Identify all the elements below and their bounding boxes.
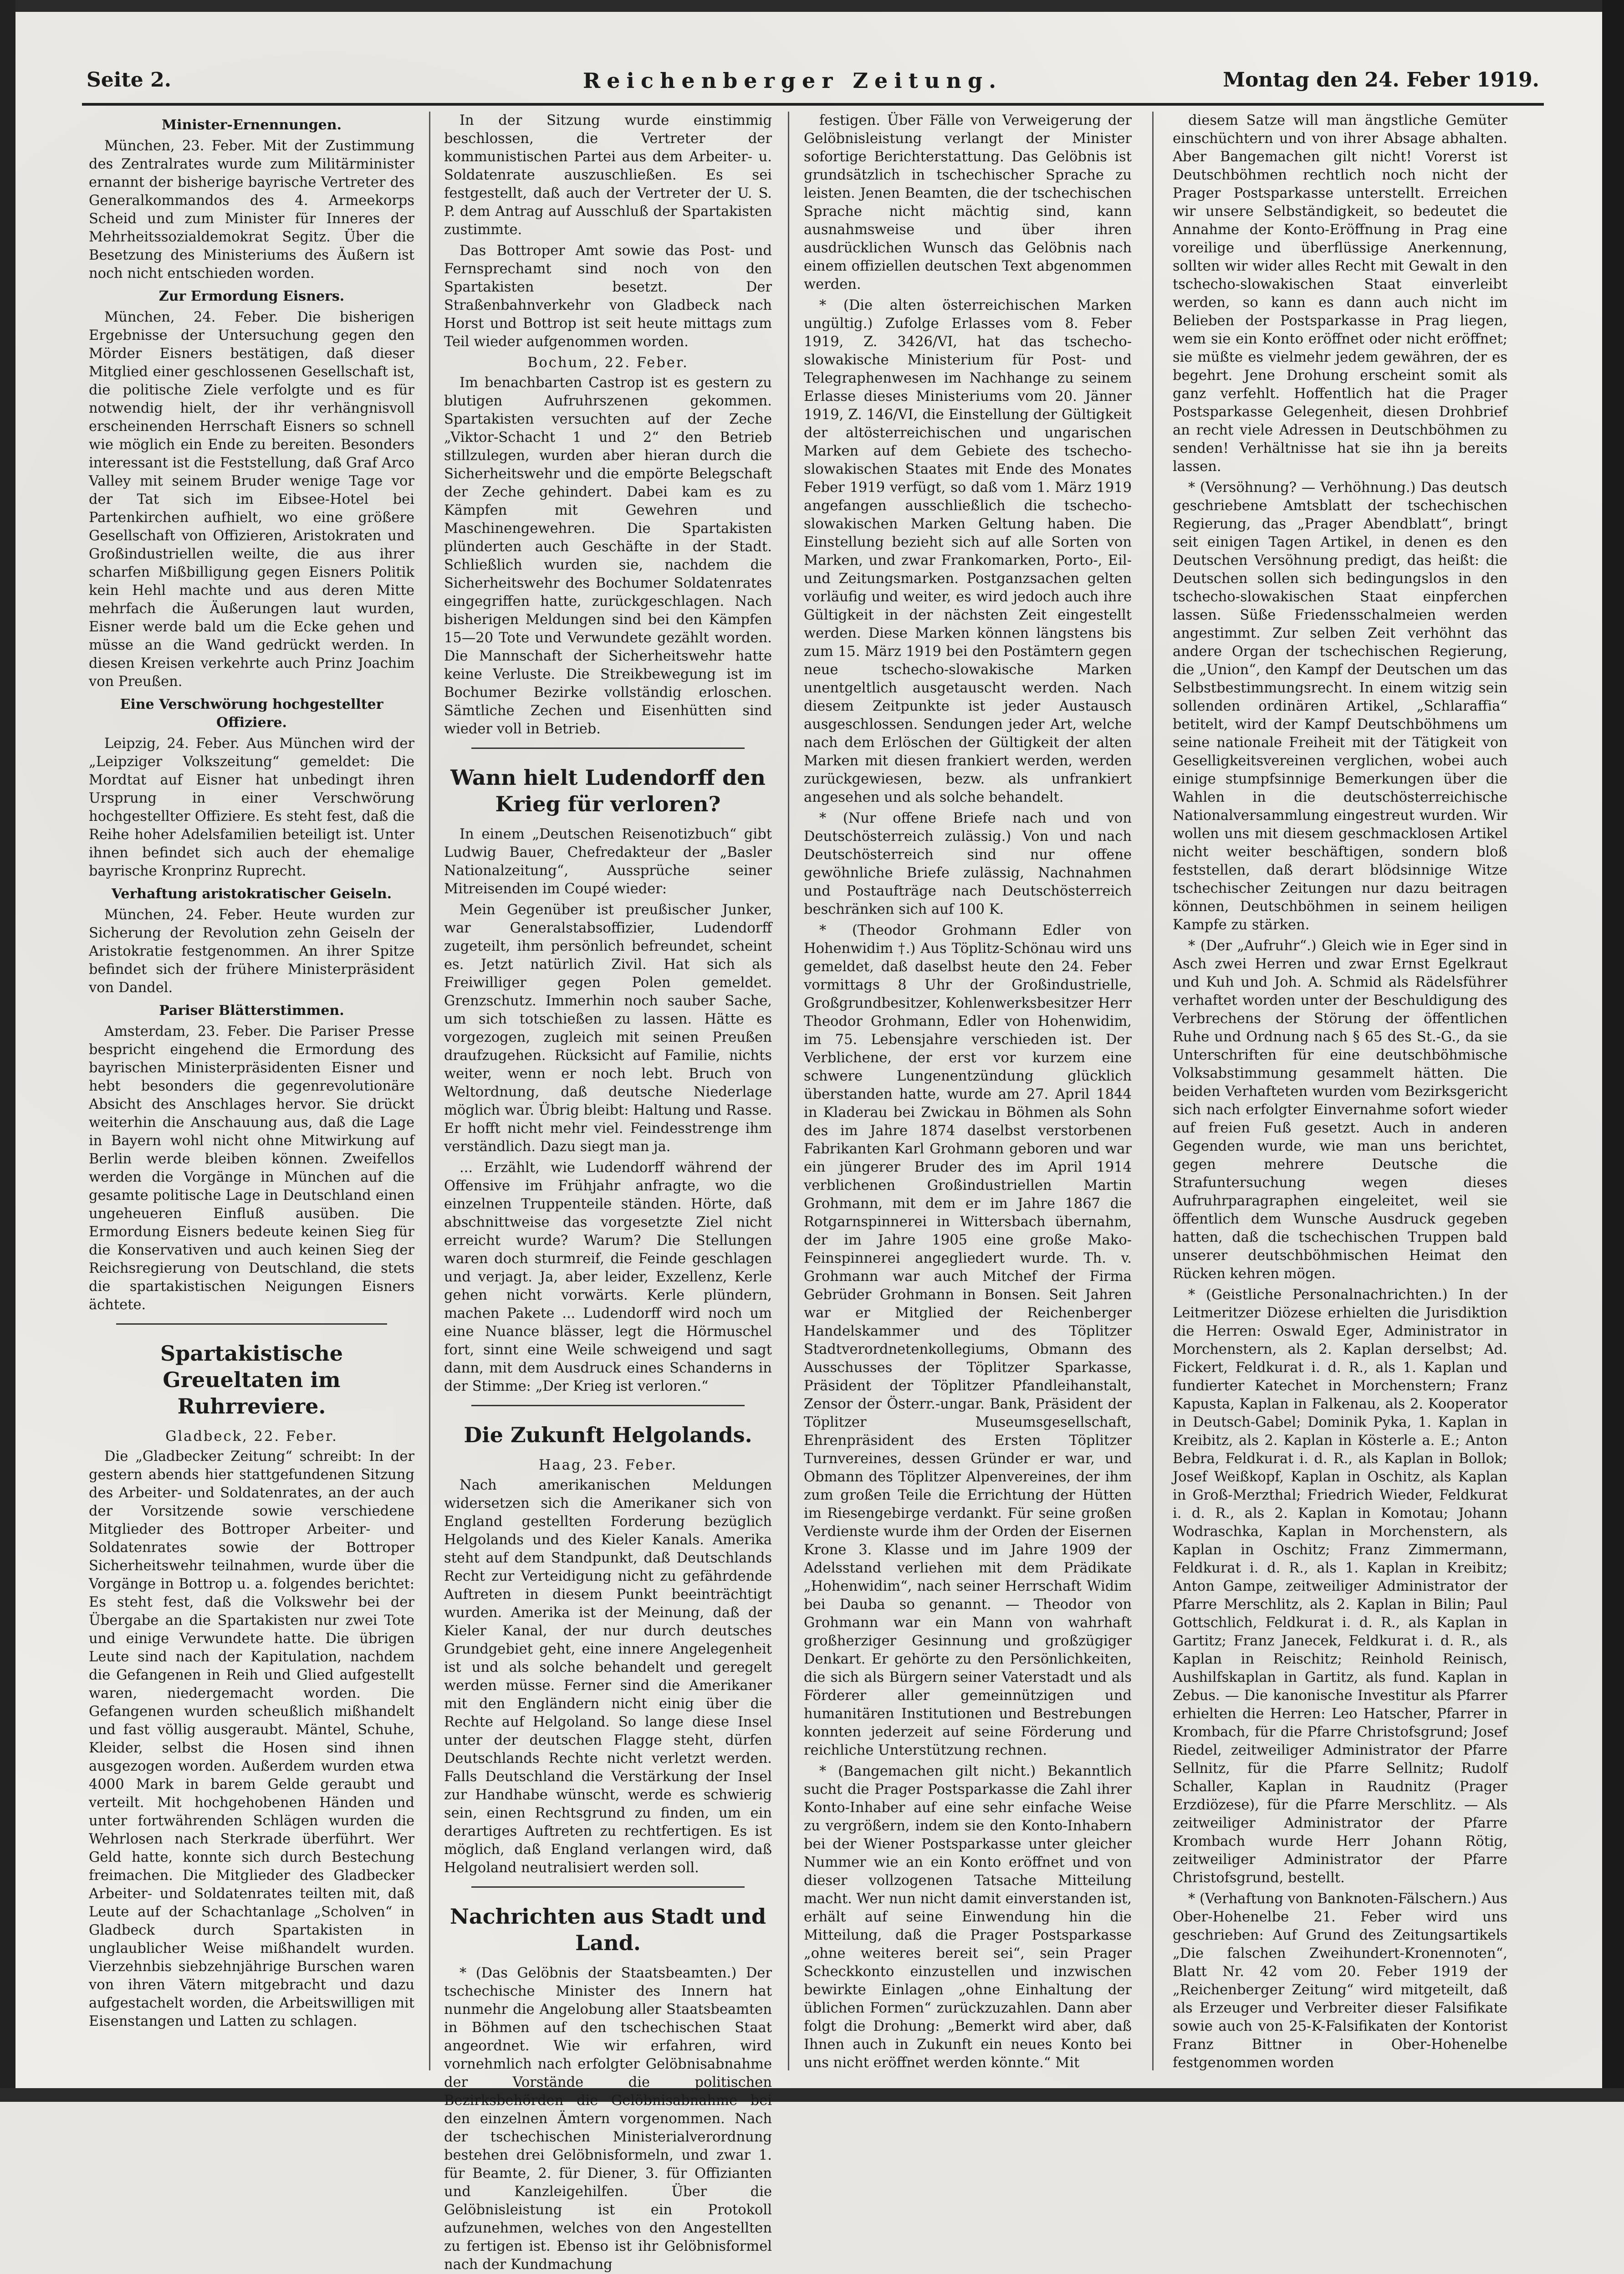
article-text: Amsterdam, 23. Feber. Die Pariser Presse bespricht eingehend die Ermordung des bayrischen Ministerpräsidenten Eisner und hebt besonders die gegenrevolutionäre Absicht des Anschlages hervor. Sie drückt weiterhin die Anschauung aus, daß die Lage in Bayern wohl nicht ohne Mitwirkung auf Berlin werde bleiben können. Zweifellos werden die Vorgänge in München auf die gesamte politische Lage in Deutschland einen ungeheueren Einfluß ausüben. Die Ermordung Eisners bedeute keinen Sieg für die Konservativen und auch keinen Sieg der Reichsregierung von Deutschland, die stets die spartakistischen Neigungen Eisners ächtete. [89, 1024, 414, 1313]
section-rule [471, 1886, 745, 1888]
article-text: * (Versöhnung? — Verhöhnung.) Das deutsch geschriebene Amtsblatt der tschechischen Regierung, das „Prager Abendblatt“, bringt seit einigen Tagen Artikel, in denen es den Deutschen Versöhnung predigt, das heißt: die Deutschen sollen sich bedingungslos in den tschecho-slowakischen Staat einpferchen lassen. Süße Friedensschalmeien werden angestimmt. Zur selben Zeit verhöhnt das andere Organ der tschechischen Regierung, die „Union“, den Kampf der Deutschen um das Selbstbestimmungsrecht. In einem witzig sein sollenden ordinären Artikel, „Schlaraffia“ betitelt, wird der Kampf Deutschböhmens um seine nationale Freiheit mit der Tätigkeit von Geselligkeitsvereinen verglichen, wobei auch einige stumpfsinnige Bemerkungen über die Wahlen in die deutschösterreichische Nationalversammlung eingestreut wurden. Wir wollen uns mit diesem geschmacklosen Artikel nicht weiter beschäftigen, sondern bloß feststellen, daß derart blödsinnige Witze tschechischer Zeitungen nur dazu beitragen können, Deutschböhmen in seinem heiligen Kampfe zu stärken. [1173, 480, 1507, 933]
column-1 [89, 112, 414, 2075]
column-4 [1173, 112, 1507, 2075]
article-heading: Eine Verschwörung hochgestellter Offiziere. [120, 697, 383, 731]
newspaper-title: Reichenberger Zeitung. [583, 68, 1003, 93]
page-number: Seite 2. [87, 68, 172, 92]
article-text: * (Verhaftung von Banknoten-Fälschern.) Aus Ober-Hohenelbe 21. Feber wird uns geschrieben: Auf Grund des Zeitungsartikels „Die falschen Zweihundert-Kronennoten“, Blatt Nr. 42 vom 20. Feber 1919 der „Reichenberger Zeitung“ wird mitgeteilt, daß als Erzeuger und Verbreiter dieser Falsifikate sowie auch von 25-K-Falsifikaten der Kontorist Franz Bittner in Ober-Hohenelbe festgenommen worden [1173, 1891, 1507, 2071]
scan-border-right [1602, 0, 1624, 2102]
article-text: * (Bangemachen gilt nicht.) Bekanntlich sucht die Prager Postsparkasse die Zahl ihrer Konto-Inhaber auf eine sehr einfache Weise zu vergrößern, indem sie den Konto-Inhabern bei der Wiener Postsparkasse unter gleicher Nummer wie an ein Konto eröffnet und von dieser vollzogenen Tatsache Mitteilung macht. Wer nun nicht damit einverstanden ist, erhält auf seine Einwendung hin die Mitteilung, daß die Prager Postsparkasse „ohne weiteres bereit sei“, sein Prager Scheckkonto einzustellen und inzwischen bewirkte Einlagen „ohne Einhaltung der üblichen Formen“ zurückzuzahlen. Dann aber folgt die Drohung: „Bemerkt wird aber, daß Ihnen auch in Zukunft ein neues Konto bei uns nicht eröffnet werden könnte.“ Mit [804, 1763, 1132, 2071]
article-text: Die „Gladbecker Zeitung“ schreibt: In der gestern abends hier stattgefundenen Sitzung des Arbeiter- und Soldatenrates, an der auch der Vorsitzende sowie verschiedene Mitglieder des Bottroper Arbeiter- und Soldatenrates sowie der Bottroper Sicherheitswehr teilnahmen, wurde über die Vorgänge in Bottrop u. a. folgendes berichtet: Es steht fest, daß die Volkswehr bei der Übergabe an die Spartakisten nur zwei Tote und einige Verwundete hatte. Die übrigen Leute sind nach der Kapitulation, nachdem die Gefangenen in Reih und Glied aufgestellt waren, niedergemacht worden. Die Gefangenen wurden scheußlich mißhandelt und fast völlig ausgeraubt. Mäntel, Schuhe, Kleider, selbst die Hosen sind ihnen ausgezogen worden. Außerdem wurden etwa 4000 Mark in barem Gelde geraubt und verteilt. Mit hochgehobenen Händen und unter fortwährenden Schlägen wurden die Wehrlosen nach Sterkrade überführt. Wer Geld hatte, konnte sich durch Bestechung freimachen. Die Mitglieder des Gladbecker Arbeiter- und Soldatenrates teilten mit, daß Leute auf der Schachtanlage „Scholven“ in Gladbeck durch Spartakisten in unglaublicher Weise mißhandelt wurden. Vierzehnbis siebzehnjährige Burschen waren von ihren Vätern mitgebracht und dazu aufgestachelt worden, die Arbeitswilligen mit Eisenstangen und Latten zu schlagen. [89, 1449, 414, 2029]
article-text: Leipzig, 24. Feber. Aus München wird der „Leipziger Volkszeitung“ gemeldet: Die Mordtat auf Eisner hat unbedingt ihren Ursprung in einer Verschwörung hochgestellter Offiziere. Es steht fest, daß die Reihe hoher Adelsfamilien beteiligt ist. Unter ihnen befindet sich auch der ehemalige bayrische Kronprinz Ruprecht. [89, 736, 414, 879]
article-heading: Verhaftung aristokratischer Geiseln. [111, 886, 392, 902]
dateline: Gladbeck, 22. Feber. [165, 1429, 338, 1444]
issue-date: Montag den 24. Feber 1919. [1223, 68, 1539, 92]
article-text: ... Erzählt, wie Ludendorff während der Offensive im Frühjahr anfragte, wo die einzelnen Truppenteile ständen. Hörte, daß abschnittweise das vorgesetzte Ziel nicht erreicht wurde? Warum? Die Stellungen waren doch sturmreif, die Feinde geschlagen und verjagt. Ja, aber leider, Exzellenz, Kerle gehen nicht vorwärts. Kerle plündern, machen Pakete ... Ludendorff wird noch um eine Nuance blässer, legt die Hörmuschel fort, sinnt eine Weile schweigend und sagt dann, mit dem Ausdruck eines Schanderns in der Stimme: „Der Krieg ist verloren.“ [444, 1160, 772, 1394]
article-text: * (Nur offene Briefe nach und von Deutschösterreich zulässig.) Von und nach Deutschösterreich sind nur offene gewöhnliche Briefe zulässig, Nachnahmen und Postaufträge nach Deutschösterreich beschränken sich auf 100 K. [804, 810, 1132, 917]
article-text: Nach amerikanischen Meldungen widersetzen sich die Amerikaner sich von England gestellten Forderung bezüglich Helgolands und des Kieler Kanals. Amerika steht auf dem Standpunkt, daß Deutschlands Recht zur Verteidigung nicht zu gefährdende Auftreten in diesem Punkt beeinträchtigt wurden. Amerika ist der Meinung, daß der Kieler Kanal, der nur durch deutsches Grundgebiet geht, eine innere Angelegenheit ist und als solche behandelt und geregelt werden müsse. Ferner sind die Amerikaner mit den Engländern nicht einig über die Rechte auf Helgoland. So lange diese Insel unter der deutschen Flagge steht, dürfen Deutschlands Rechte nicht verletzt werden. Falls Deutschland die Verstärkung der Insel zur Handhabe wünscht, werde es schwierig sein, einen Rechtsgrund zu finden, um ein derartiges Auftreten zu rechtfertigen. Es ist möglich, daß England verlangen wird, daß Helgoland neutralisiert werden soll. [444, 1477, 772, 1876]
article-heading: Minister-Ernennungen. [161, 117, 342, 133]
section-rule [471, 1405, 745, 1406]
header-rule [82, 103, 1544, 106]
article-text: In der Sitzung wurde einstimmig beschlossen, die Vertreter der kommunistischen Partei aus dem Arbeiter- u. Soldatenrate auszuschließen. Es sei festgestellt, daß auch der Vertreter der U. S. P. dem Antrag auf Ausschluß der Spartakisten zustimmte. [444, 113, 772, 238]
article-text: Im benachbarten Castrop ist es gestern zu blutigen Aufruhrszenen gekommen. Spartakisten versuchten auf der Zeche „Viktor-Schacht 1 und 2“ den Betrieb stillzulegen, wurden aber hieran durch die Sicherheitswehr und die empörte Belegschaft der Zeche gehindert. Dabei kam es zu Kämpfen mit Gewehren und Maschinengewehren. Die Spartakisten plünderten auch Geschäfte in der Stadt. Schließlich wurden sie, nachdem die Sicherheitswehr des Bochumer Soldatenrates eingegriffen hatte, zurückgeschlagen. Nach bisherigen Meldungen sind bei den Kämpfen 15—20 Tote und Verwundete gezählt worden. Die Mannschaft der Sicherheitswehr hatte keine Verluste. Die Streikbewegung ist im Bochumer Bezirke vollständig erloschen. Sämtliche Zechen und Eisenhütten sind wieder voll in Betrieb. [444, 375, 772, 737]
column-divider [429, 112, 430, 2070]
column-divider [788, 112, 789, 2070]
section-headline: Nachrichten aus Stadt und Land. [449, 1904, 766, 1955]
article-text: * (Die alten österreichischen Marken ungültig.) Zufolge Erlasses vom 8. Feber 1919, Z. 3426/VI, hat das tschecho-slowakische Ministerium für Post- und Telegraphenwesen im Nachhange zu seinem Erlasse dieses Ministeriums vom 20. Jänner 1919, Z. 146/VI, die Einstellung der Gültigkeit der altösterreichischen und ungarischen Marken auf dem Gebiete des tschecho-slowakischen Staates mit Ende des Monates Feber 1919 verfügt, so daß vom 1. März 1919 angefangen ausschließlich die tschecho-slowakischen Marken Geltung haben. Die Einstellung bezieht sich auf alle Sorten von Marken, und zwar Frankomarken, Porto-, Eil- und Zeitungsmarken. Postganzsachen gelten vorläufig und weiter, es wird jedoch auch ihre Gültigkeit in der nächsten Zeit eingestellt werden. Diese Marken können längstens bis zum 15. März 1919 bei den Postämtern gegen neue tschecho-slowakische Marken unentgeltlich ausgetauscht werden. Nach diesem Zeitpunkte ist jeder Austausch ausgeschlossen. Sendungen jeder Art, welche nach dem Erlöschen der Gültigkeit der alten Marken mit diesen frankiert werden, werden zurückgewiesen, bezw. als unfrankiert angesehen und als solche behandelt. [804, 297, 1132, 805]
page-header [87, 68, 1539, 100]
scan-border-top [0, 0, 1624, 12]
article-text: In einem „Deutschen Reisenotizbuch“ gibt Ludwig Bauer, Chefredakteur der „Basler Nationalzeitung“, Aussprüche seiner Mitreisenden im Coupé wieder: [444, 826, 772, 897]
article-text: München, 24. Feber. Heute wurden zur Sicherung der Revolution zehn Geiseln der Aristokratie festgenommen. An ihrer Spitze befindet sich der frühere Ministerpräsident von Dandel. [89, 907, 414, 996]
article-text: München, 24. Feber. Die bisherigen Ergebnisse der Untersuchung gegen den Mörder Eisners bestätigen, daß dieser Mitglied einer geschlossenen Gesellschaft ist, die politische Ziele verfolgte und es für notwendig hielt, der ihr verhängnisvoll erscheinenden Herrschaft Eisners so schnell wie möglich ein Ende zu bereiten. Besonders interessant ist die Feststellung, daß Graf Arco Valley mit seinem Bruder wenige Tage vor der Tat sich im Eibsee-Hotel bei Partenkirchen aufhielt, wo eine größere Gesellschaft von Offizieren, Aristokraten und Großindustriellen weilte, die aus ihrer scharfen Mißbilligung gegen Eisners Politik kein Hehl machte und aus deren Mitte mehrfach die Äußerungen laut wurden, Eisner werde bald um die Ecke gehen und müsse an die Wand gedrückt werden. In diesen Kreisen verkehrte auch Prinz Joachim von Preußen. [89, 309, 414, 690]
article-headline: Die Zukunft Helgolands. [464, 1423, 752, 1447]
dateline: Haag, 23. Feber. [538, 1457, 678, 1473]
column-3 [804, 112, 1132, 2075]
section-rule [116, 1323, 387, 1325]
article-text: Das Bottroper Amt sowie das Post- und Fernsprechamt sind noch von den Spartakisten besetzt. Der Straßenbahnverkehr von Gladbeck nach Horst und Bottrop ist seit heute mittags zum Teil wieder aufgenommen worden. [444, 243, 772, 350]
article-text: * (Das Gelöbnis der Staatsbeamten.) Der tschechische Minister des Innern hat nunmehr die Angelobung aller Staatsbeamten in Böhmen auf den tschechischen Staat angeordnet. Wie wir erfahren, wird vornehmlich nach erfolgter Gelöbnisabnahme der Vorstände die politischen Bezirksbehörden die Gelöbnisabnahme bei den einzelnen Ämtern vorgenommen. Nach der tschechischen Ministerialverordnung bestehen drei Gelöbnisformeln, und zwar 1. für Beamte, 2. für Diener, 3. für Offizianten und Kanzleigehilfen. Über die Gelöbnisleistung ist ein Protokoll aufzunehmen, welches von den Angestellten zu fertigen ist. Ebenso ist ihr Gelöbnisformel nach der Kundmachung [444, 1965, 772, 2273]
article-heading: Pariser Blätterstimmen. [159, 1003, 344, 1019]
article-heading: Zur Ermordung Eisners. [158, 288, 345, 304]
article-text: * (Theodor Grohmann Edler von Hohenwidim †.) Aus Töplitz-Schönau wird uns gemeldet, daß daselbst heute den 24. Feber vormittags 8 Uhr der Großindustrielle, Großgrundbesitzer, Kohlenwerksbesitzer Herr Theodor Grohmann, Edler von Hohenwidim, im 75. Lebensjahre verschieden ist. Der Verblichene, der erst vor kurzem eine schwere Lungenentzündung glücklich überstanden hatte, wurde am 27. April 1844 in Kladerau bei Zwickau in Böhmen als Sohn des im Jahre 1874 daselbst verstorbenen Fabrikanten Karl Grohmann geboren und war ein jüngerer Bruder des im April 1914 verblichenen Großindustriellen Martin Grohmann, mit dem er im Jahre 1867 die Rotgarnspinnerei in Wittersbach übernahm, der im Jahre 1905 eine große Mako-Feinspinnerei angegliedert wurde. Th. v. Grohmann war auch Mitchef der Firma Gebrüder Grohmann in Bonsen. Seit Jahren war er Mitglied der Reichenberger Handelskammer und des Töplitzer Stadtverordnetenkollegiums, Obmann des Ausschusses der Töplitzer Sparkasse, Präsident der Töplitzer Pfandleihanstalt, Zensor der Österr.-ungar. Bank, Präsident der Töplitzer Museumsgesellschaft, Ehrenpräsident des Ersten Töplitzer Turnvereines, dessen Gründer er war, und Obmann des Töplitzer Alpenvereines, der ihm zum großen Teile die Errichtung der Hütten im Riesengebirge verdankt. Für seine großen Verdienste wurde ihm der Orden der Eisernen Krone 3. Klasse und im Jahre 1909 der Adelsstand verliehen mit dem Prädikate „Hohenwidim“, nach seiner Herrschaft Widim bei Dauba so genannt. — Theodor von Grohmann war ein Mann von wahrhaft großherziger Gesinnung und großzügiger Denkart. Er gehörte zu den Persönlichkeiten, die sich als Bürgern seiner Vaterstadt und als Förderer aller gemeinnützigen und humanitären Institutionen und Bestrebungen konnten jederzeit auf seine Förderung und reichliche Unterstützung rechnen. [804, 922, 1132, 1758]
article-headline: Spartakistische Greueltaten im Ruhrreviere. [160, 1341, 343, 1419]
article-text: diesem Satze will man ängstliche Gemüter einschüchtern und von ihrer Absage abhalten. Aber Bangemachen gilt nicht! Vorerst ist Deutschböhmen rechtlich noch nicht der Prager Postsparkasse unterstellt. Erreichen wir unsere Selbständigkeit, so bedeutet die Annahme der Konto-Eröffnung in Prag eine voreilige und überflüssige Anerkennung, sollten wir wider alles Recht mit Gewalt in den tschecho-slowakischen Staat einverleibt werden, so kann es dann auch nicht im Belieben der Postsparkasse in Prag liegen, wem sie ein Konto eröffnet oder nicht eröffnet; sie müßte es vielmehr jedem gewähren, der es begehrt. Jene Drohung erscheint somit als ganz verfehlt. Hoffentlich hat die Prager Postsparkasse Gelegenheit, diesen Drohbrief an recht viele Adressen in Deutschböhmen zu senden! Verhältnisse hat sie ihn ja bereits lassen. [1173, 113, 1507, 475]
article-text: * (Geistliche Personalnachrichten.) In der Leitmeritzer Diözese erhielten die Jurisdiktion die Herren: Oswald Eger, Administrator in Morchenstern, als 2. Kaplan derselbst; Ad. Fickert, Feldkurat i. d. R., als 1. Kaplan und fundierter Katechet in Morchenstern; Franz Kapusta, Kaplan in Falkenau, als 2. Kooperator in Deutsch-Gabel; Dominik Pyka, 1. Kaplan in Kreibitz, als 2. Kaplan in Kösterle a. E.; Anton Bebra, Feldkurat i. d. R., als Kaplan in Bollok; Josef Weißkopf, Kaplan in Oschitz, als Kaplan in Groß-Merzthal; Friedrich Wieder, Feldkurat i. d. R., als 2. Kaplan in Komotau; Johann Wodraschka, Kaplan in Morchenstern, als Kaplan in Oschitz; Franz Zimmermann, Feldkurat i. d. R., als 1. Kaplan in Kreibitz; Anton Gampe, zeitweiliger Administrator der Pfarre Merschlitz, als 2. Kaplan in Bilin; Paul Gottschlich, Feldkurat i. d. R., als Kaplan in Gartitz; Franz Janecek, Feldkurat i. d. R., als Kaplan in Reischitz; Reinhold Reinisch, Aushilfskaplan in Gartitz, als fund. Kaplan in Zebus. — Die kanonische Investitur als Pfarrer erhielten die Herren: Leo Hatscher, Pfarrer in Krombach, für die Pfarre Christofsgrund; Josef Riedel, zeitweiliger Administrator der Pfarre Sellnitz, für die Pfarre Sellnitz; Rudolf Schaller, Kaplan in Raudnitz (Prager Erzdiözese), für die Pfarre Merschlitz. — Als zeitweiliger Administrator der Pfarre Krombach wurde Herr Johann Rötig, zeitweiliger Administrator der Pfarre Christofsgrund, bestellt. [1173, 1287, 1507, 1886]
article-text: festigen. Über Fälle von Verweigerung der Gelöbnisleistung verlangt der Minister sofortige Berichterstattung. Das Gelöbnis ist grundsätzlich in tschechischer Sprache zu leisten. Jenen Beamten, die der tschechischen Sprache nicht mächtig sind, kann ausnahmsweise und über ihren ausdrücklichen Wunsch das Gelöbnis nach einem offiziellen deutschen Text abgenommen werden. [804, 113, 1132, 292]
column-divider [1152, 112, 1154, 2070]
article-headline: Wann hielt Ludendorff den Krieg für verloren? [450, 765, 766, 816]
section-rule [471, 748, 745, 749]
dateline: Bochum, 22. Feber. [527, 355, 689, 371]
column-2 [444, 112, 772, 2273]
article-text: Mein Gegenüber ist preußischer Junker, war Generalstabsoffizier, Ludendorff zugeteilt, ihm persönlich befreundet, scheint es. Jetzt natürlich Zivil. Hat sich als Freiwilliger gegen Polen gemeldet. Grenzschutz. Immerhin noch sauber Sache, um sich totschießen zu lassen. Hätte es vorgezogen, zugleich mit seinen Preußen draufzugehen. Rücksicht auf Familie, nichts weiter, wenn er noch lebt. Bruch von Weltordnung, daß deutsche Niederlage möglich war. Übrig bleibt: Haltung und Rasse. Er hofft nicht mehr viel. Feindesstrenge ihm verständlich. Dazu siegt man ja. [444, 902, 772, 1155]
article-text: * (Der „Aufruhr“.) Gleich wie in Eger sind in Asch zwei Herren und zwar Ernst Egelkraut und Kuh und Joh. A. Schmid als Rädelsführer verhaftet worden unter der Beschuldigung des Verbrechens der Störung der öffentlichen Ruhe und Ordnung nach § 65 des St.-G., da sie Unterschriften für eine deutschböhmische Volksabstimmung gesammelt hätten. Die beiden Verhafteten wurden vom Bezirksgericht sich nach erfolgter Einvernahme sofort wieder auf freien Fuß gesetzt. Auch in anderen Gegenden wurde, wie man uns berichtet, gegen mehrere Deutsche die Strafuntersuchung wegen dieses Aufruhrparagraphen eingeleitet, weil sie öffentlich dem Wunsche Ausdruck gegeben hatten, daß die tschechischen Truppen bald unserer deutschböhmischen Heimat den Rücken kehren mögen. [1173, 938, 1507, 1282]
article-text: München, 23. Feber. Mit der Zustimmung des Zentralrates wurde zum Militärminister ernannt der bisherige bayrische Vertreter des Generalkommandos des 4. Armeekorps Scheid und zum Minister für Inneres der Mehrheitssozialdemokrat Segitz. Über die Besetzung des Ministeriums des Äußern ist noch nicht entschieden worden. [89, 138, 414, 282]
scan-border-bottom [0, 2088, 1624, 2102]
scan-border-left [0, 0, 15, 2102]
